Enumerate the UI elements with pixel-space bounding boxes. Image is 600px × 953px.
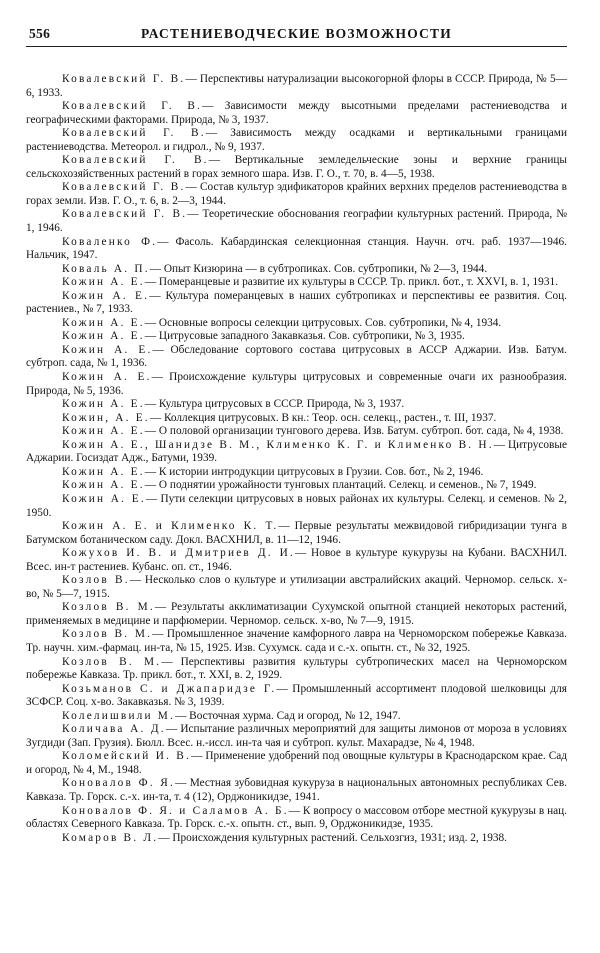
entry-text: — Несколько слов о культуре и утилизации австралийских акаций. Черномор. сельск. х-во, № 5—7, 1915.	[26, 574, 567, 600]
entry-text: — Происхождение культуры цитрусовых и современные очаги их разнообразия. Природа, № 5, 1936.	[26, 371, 567, 397]
entry-text: — Опыт Кизюрина — в субтропиках. Сов. субтропики, № 2—3, 1944.	[149, 262, 488, 275]
entry-author: Коваль А. П.	[62, 262, 150, 275]
entry-text: — Перспективы развития культуры субтропических масел на Черноморском побережье Кавказа. Тр. прикл. бот., т. XXI, в. 2, 1929.	[26, 655, 567, 682]
entry-author: Комаров В. Л.	[62, 831, 159, 844]
bibliography-list	[26, 73, 567, 845]
bibliography-entry	[26, 520, 567, 547]
entry-author: Козлов В. М.	[62, 601, 155, 614]
entry-author: Кожин, А. Е.	[62, 411, 150, 424]
entry-text: — Пути селекции цитрусовых в новых районах их культуры. Селекц. и семенов. № 2, 1950.	[26, 492, 567, 519]
entry-author: Кожин А. Е.	[62, 398, 145, 411]
entry-text: — Зависимость между осадками и вертикальными границами растениеводства. Метеорол. и гидрол., № 9, 1937.	[26, 127, 567, 153]
entry-text: — Состав культур эдификаторов крайних верхних пределов растениеводства в горах земли. Изв. Г. О., т. 6, в. 2—3, 1944.	[26, 181, 567, 207]
entry-author: Козьманов С. и Джапаридзе Г.	[62, 682, 277, 695]
bibliography-entry	[26, 656, 567, 683]
bibliography-entry	[26, 832, 567, 846]
entry-text: — Восточная хурма. Сад и огород, № 12, 1947.	[175, 709, 401, 722]
entry-text: — Местная зубовидная кукуруза в национальных автономных республиках Сев. Кавказа. Тр. Горск. с.-х. ин-та, т. 4 (12), Орджоникидзе, 1941.	[26, 777, 567, 803]
entry-text: — Промышленное значение камфорного лавра на Черноморском побережье Кавказа. Тр. научн. хим.-фармац. ин-та, № 15, 1925. Изв. Сухумск. сада и с.-х. опытн. ст., № 32, 1925.	[26, 628, 567, 654]
entry-author: Количава А. Д.	[62, 723, 166, 736]
entry-text: — Культура цитрусовых в СССР. Природа, № 3, 1937.	[144, 398, 405, 411]
bibliography-entry	[26, 723, 567, 750]
bibliography-entry	[26, 439, 567, 466]
entry-author: Кожин А. Е.	[62, 316, 145, 329]
page	[26, 26, 567, 845]
entry-text: — Первые результаты межвидовой гибридизации тунга в Батумском ботаническом саду. Докл. ВАСХНИЛ, в. 11—12, 1946.	[26, 520, 567, 546]
bibliography-entry	[26, 398, 567, 412]
entry-author: Ковалевский Г. В.	[62, 154, 209, 167]
bibliography-entry	[26, 330, 567, 344]
entry-text: — Применение удобрений под овощные культуры в Краснодарском крае. Сад и огород, № 4, М., 1948.	[26, 750, 567, 776]
entry-text: — Теоретические обоснования географии культурных растений. Природа, № 1, 1946.	[26, 208, 567, 235]
bibliography-entry	[26, 236, 567, 263]
bibliography-entry	[26, 412, 567, 426]
entry-text: — Зависимости между высотными пределами растениеводства и географическими факторами. Природа, № 3, 1937.	[26, 100, 567, 126]
entry-text: — Вертикальные земледельческие зоны и верхние границы сельскохозяйственных растений в горах земного шара. Изв. Г. О., т. 70, в. 4—5, 1938.	[26, 154, 568, 180]
entry-author: Колелишвили М.	[62, 709, 176, 722]
bibliography-entry	[26, 547, 567, 574]
entry-text: — Померанцевые и развитие их культуры в СССР. Тр. прикл. бот., т. XXVI, в. 1, 1931.	[144, 276, 558, 289]
entry-text: — Культура померанцевых в наших субтропиках и перспективы ее развития. Соц. растениев., № 7, 1933.	[26, 289, 567, 316]
entry-author: Ковалевский Г. В.	[62, 208, 188, 221]
entry-author: Кожин А. Е., Шанидзе В. М., Клименко К. Г. и Клименко В. Н.	[62, 438, 494, 451]
entry-text: — Происхождения культурных растений. Сельхозгиз, 1931; изд. 2, 1938.	[158, 831, 507, 844]
entry-author: Кожин А. Е.	[62, 371, 152, 384]
entry-author: Кожин А. Е. и Клименко К. Т.	[62, 520, 279, 533]
entry-text: — Испытание различных мероприятий для защиты лимонов от мороза в условиях Зугдиди (Зап. Грузия). Бюлл. Всес. н.-иссл. ин-та чая и субтроп. культ. Махарадзе, № 4, 1948.	[26, 723, 567, 749]
entry-author: Кожин А. Е.	[62, 276, 145, 289]
bibliography-entry	[26, 805, 567, 832]
bibliography-entry	[26, 493, 567, 520]
bibliography-entry	[26, 466, 567, 480]
entry-text: — О половой организации тунгового дерева. Изв. Батум. субтроп. бот. сада, № 4, 1938.	[144, 425, 564, 438]
entry-author: Коваленко Ф.	[62, 235, 158, 248]
bibliography-entry	[26, 276, 567, 290]
bibliography-entry	[26, 750, 567, 777]
entry-text: — О поднятии урожайности тунговых плантаций. Селекц. и семенов., № 7, 1949.	[144, 479, 537, 492]
entry-author: Кожин А. Е.	[62, 343, 153, 356]
entry-author: Ковалевский Г. В.	[62, 73, 186, 85]
bibliography-entry	[26, 317, 567, 331]
bibliography-entry	[26, 425, 567, 439]
bibliography-entry	[26, 683, 567, 710]
entry-author: Кожин А. Е.	[62, 479, 145, 492]
entry-author: Коновалов Ф. Я.	[62, 777, 176, 790]
entry-text: — Основные вопросы селекции цитрусовых. Сов. субтропики, № 4, 1934.	[144, 316, 502, 329]
bibliography-entry	[26, 154, 567, 181]
entry-text: — К истории интродукции цитрусовых в Грузии. Сов. бот., № 2, 1946.	[144, 465, 484, 478]
entry-text: — К вопросу о массовом отборе местной кукурузы в нац. областях Северного Кавказа. Тр. Горск. с.-х. опытн. ст., вып. 9, Орджоникидзе, 1935.	[26, 804, 567, 831]
entry-text: — Коллекция цитрусовых. В кн.: Теор. осн. селекц., растен., т. III, 1937.	[149, 411, 497, 424]
entry-author: Кожин А. Е.	[62, 289, 150, 302]
entry-author: Кожухов И. В. и Дмитриев Д. И.	[62, 547, 296, 560]
entry-text: — Промышленный ассортимент плодовой шелковицы для ЗСФСР. Соц. х-во. Закавказья. № 3, 1939.	[26, 682, 567, 709]
bibliography-entry	[26, 73, 567, 100]
entry-author: Ковалевский Г. В.	[62, 100, 203, 113]
entry-author: Кожин А. Е.	[62, 425, 145, 438]
bibliography-entry	[26, 710, 567, 724]
bibliography-entry	[26, 371, 567, 398]
page-number: 556	[29, 26, 51, 41]
bibliography-entry	[26, 100, 567, 127]
entry-author: Коновалов Ф. Я. и Саламов А. Б.	[62, 804, 289, 817]
running-title: РАСТЕНИЕВОДЧЕСКИЕ ВОЗМОЖНОСТИ	[141, 26, 452, 41]
entry-text: — Цитрусовые западного Закавказья. Сов. субтропики, № 3, 1935.	[144, 330, 465, 343]
entry-author: Ковалевский Г. В.	[62, 181, 186, 194]
bibliography-entry	[26, 290, 567, 317]
bibliography-entry	[26, 777, 567, 804]
entry-text: — Цитрусовые Аджарии. Госиздат Адж., Батуми, 1939.	[26, 438, 567, 465]
bibliography-entry	[26, 479, 567, 493]
bibliography-entry	[26, 344, 567, 371]
bibliography-entry	[26, 263, 567, 277]
bibliography-entry	[26, 208, 567, 235]
entry-text: — Перспективы натурализации высокогорной флоры в СССР. Природа, № 5—6, 1933.	[26, 73, 567, 99]
bibliography-entry	[26, 628, 567, 655]
entry-author: Козлов В.	[62, 574, 130, 587]
entry-author: Кожин А. Е.	[62, 465, 145, 478]
entry-text: — Фасоль. Кабардинская селекционная станция. Научн. отч. раб. 1937—1946. Нальчик, 1947.	[26, 235, 568, 262]
entry-author: Кожин А. Е.	[62, 330, 145, 343]
entry-text: — Результаты акклиматизации Сухумской опытной станцией некоторых растений, применяемых в медицине и парфюмерии. Черномор. сельск. х-во, № 7—9, 1915.	[26, 601, 567, 627]
bibliography-entry	[26, 127, 567, 154]
page-header	[26, 26, 567, 47]
entry-author: Козлов В. М.	[62, 655, 162, 668]
bibliography-entry	[26, 574, 567, 601]
bibliography-entry	[26, 181, 567, 208]
entry-author: Ковалевский Г. В.	[62, 127, 206, 140]
entry-author: Кожин А. Е.	[62, 492, 146, 505]
entry-author: Козлов В. М.	[62, 628, 153, 641]
entry-author: Коломейский И. В.	[62, 750, 192, 763]
bibliography-entry	[26, 601, 567, 628]
entry-text: — Новое в культуре кукурузы на Кубани. ВАСХНИЛ. Всес. ин-т растениев. Кубанс. оп. ст., 1946.	[26, 547, 567, 573]
entry-text: — Обследование сортового состава цитрусовых в АССР Аджарии. Изв. Батум. субтроп. сада, № 1, 1936.	[26, 343, 567, 370]
